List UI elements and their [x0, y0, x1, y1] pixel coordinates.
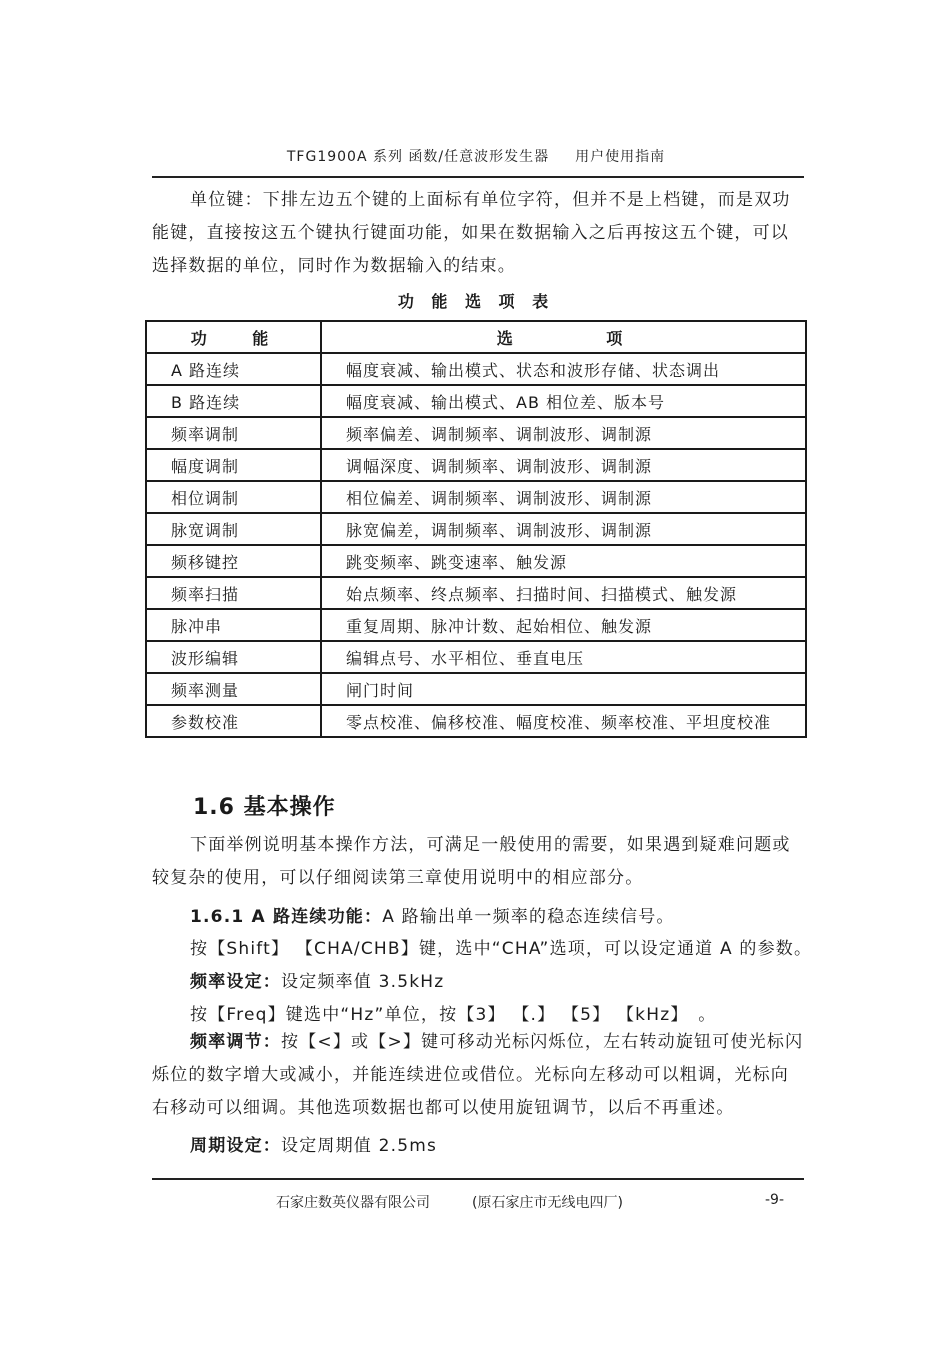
function-cell: 脉宽调制 — [146, 513, 321, 545]
freq-adjust-text: 按【<】或【>】键可移动光标闪烁位，左右转动旋钮可使光标闪烁位的数字增大或减小，并能连续进位或借位。光标向左移动可以粗调，光标向右移动可以细调。其他选项数据也都可以使用旋钮调节，以后不再重述。 — [152, 1032, 804, 1118]
freq-set-label: 频率设定： — [190, 972, 281, 992]
options-cell: 闸门时间 — [321, 673, 806, 705]
table-row — [146, 481, 806, 513]
footer-rule — [152, 1178, 804, 1180]
page-header — [0, 146, 952, 166]
options-cell: 编辑点号、水平相位、垂直电压 — [321, 641, 806, 673]
options-cell: 相位偏差、调制频率、调制波形、调制源 — [321, 481, 806, 513]
footer-company: 石家庄数英仪器有限公司 — [276, 1195, 430, 1211]
function-cell: 幅度调制 — [146, 449, 321, 481]
subsection-label: 1.6.1 A 路连续功能： — [190, 907, 383, 927]
function-options-table — [145, 320, 807, 738]
table-row — [146, 513, 806, 545]
section-heading: 1.6 基本操作 — [193, 795, 336, 820]
period-set-label: 周期设定： — [190, 1136, 281, 1156]
table-row — [146, 385, 806, 417]
table-row — [146, 449, 806, 481]
table-row — [146, 353, 806, 385]
options-cell: 脉宽偏差，调制频率、调制波形、调制源 — [321, 513, 806, 545]
function-cell: 波形编辑 — [146, 641, 321, 673]
table-header-row — [146, 321, 806, 353]
footer-origin: (原石家庄市无线电四厂) — [472, 1195, 623, 1211]
function-cell: 频率扫描 — [146, 577, 321, 609]
table-header-options: 选 项 — [321, 321, 806, 353]
section-paragraph: 下面举例说明基本操作方法，可满足一般使用的需要，如果遇到疑难问题或较复杂的使用，可以仔细阅读第三章使用说明中的相应部分。 — [152, 835, 791, 888]
freq-adjust-paragraph — [152, 1026, 804, 1125]
function-cell: 相位调制 — [146, 481, 321, 513]
header-rule — [152, 176, 804, 178]
function-cell: 频移键控 — [146, 545, 321, 577]
table-header-function: 功 能 — [146, 321, 321, 353]
step-freq-input: 按【Freq】键选中“Hz”单位，按【3】 【.】 【5】 【kHz】 。 — [190, 1005, 717, 1025]
function-cell: 参数校准 — [146, 705, 321, 737]
options-cell: 幅度衰减、输出模式、AB 相位差、版本号 — [321, 385, 806, 417]
table-row — [146, 609, 806, 641]
freq-adjust-label: 频率调节： — [190, 1032, 281, 1052]
table-row — [146, 545, 806, 577]
header-title: TFG1900A 系列 函数/任意波形发生器 — [286, 149, 550, 165]
table-row — [146, 705, 806, 737]
function-cell: B 路连续 — [146, 385, 321, 417]
options-cell: 始点频率、终点频率、扫描时间、扫描模式、触发源 — [321, 577, 806, 609]
subsection-line — [190, 902, 842, 927]
options-cell: 调幅深度、调制频率、调制波形、调制源 — [321, 449, 806, 481]
table-caption: 功 能 选 项 表 — [397, 292, 555, 311]
function-cell: 频率调制 — [146, 417, 321, 449]
options-cell: 频率偏差、调制频率、调制波形、调制源 — [321, 417, 806, 449]
options-cell: 幅度衰减、输出模式、状态和波形存储、状态调出 — [321, 353, 806, 385]
function-cell: 频率测量 — [146, 673, 321, 705]
options-cell: 重复周期、脉冲计数、起始相位、触发源 — [321, 609, 806, 641]
options-cell: 跳变频率、跳变速率、触发源 — [321, 545, 806, 577]
options-cell: 零点校准、偏移校准、幅度校准、频率校准、平坦度校准 — [321, 705, 806, 737]
period-set-text: 设定周期值 2.5ms — [281, 1136, 438, 1156]
function-cell: A 路连续 — [146, 353, 321, 385]
table-row — [146, 577, 806, 609]
subsection-text: A 路输出单一频率的稳态连续信号。 — [382, 907, 675, 927]
table-row — [146, 641, 806, 673]
freq-set-line — [190, 967, 842, 992]
table-row — [146, 673, 806, 705]
intro-paragraph: 单位键：下排左边五个键的上面标有单位字符，但并不是上档键，而是双功能键，直接按这五个键执行键面功能，如果在数据输入之后再按这五个键，可以选择数据的单位，同时作为数据输入的结束。 — [152, 190, 791, 276]
freq-set-text: 设定频率值 3.5kHz — [281, 972, 445, 992]
step-shift-cha: 按【Shift】 【CHA/CHB】键，选中“CHA”选项，可以设定通道 A 的参数。 — [190, 939, 813, 959]
page-number: -9- — [765, 1192, 785, 1208]
table-row — [146, 417, 806, 449]
header-subtitle: 用户使用指南 — [575, 149, 666, 165]
function-cell: 脉冲串 — [146, 609, 321, 641]
period-set-line — [190, 1131, 842, 1156]
